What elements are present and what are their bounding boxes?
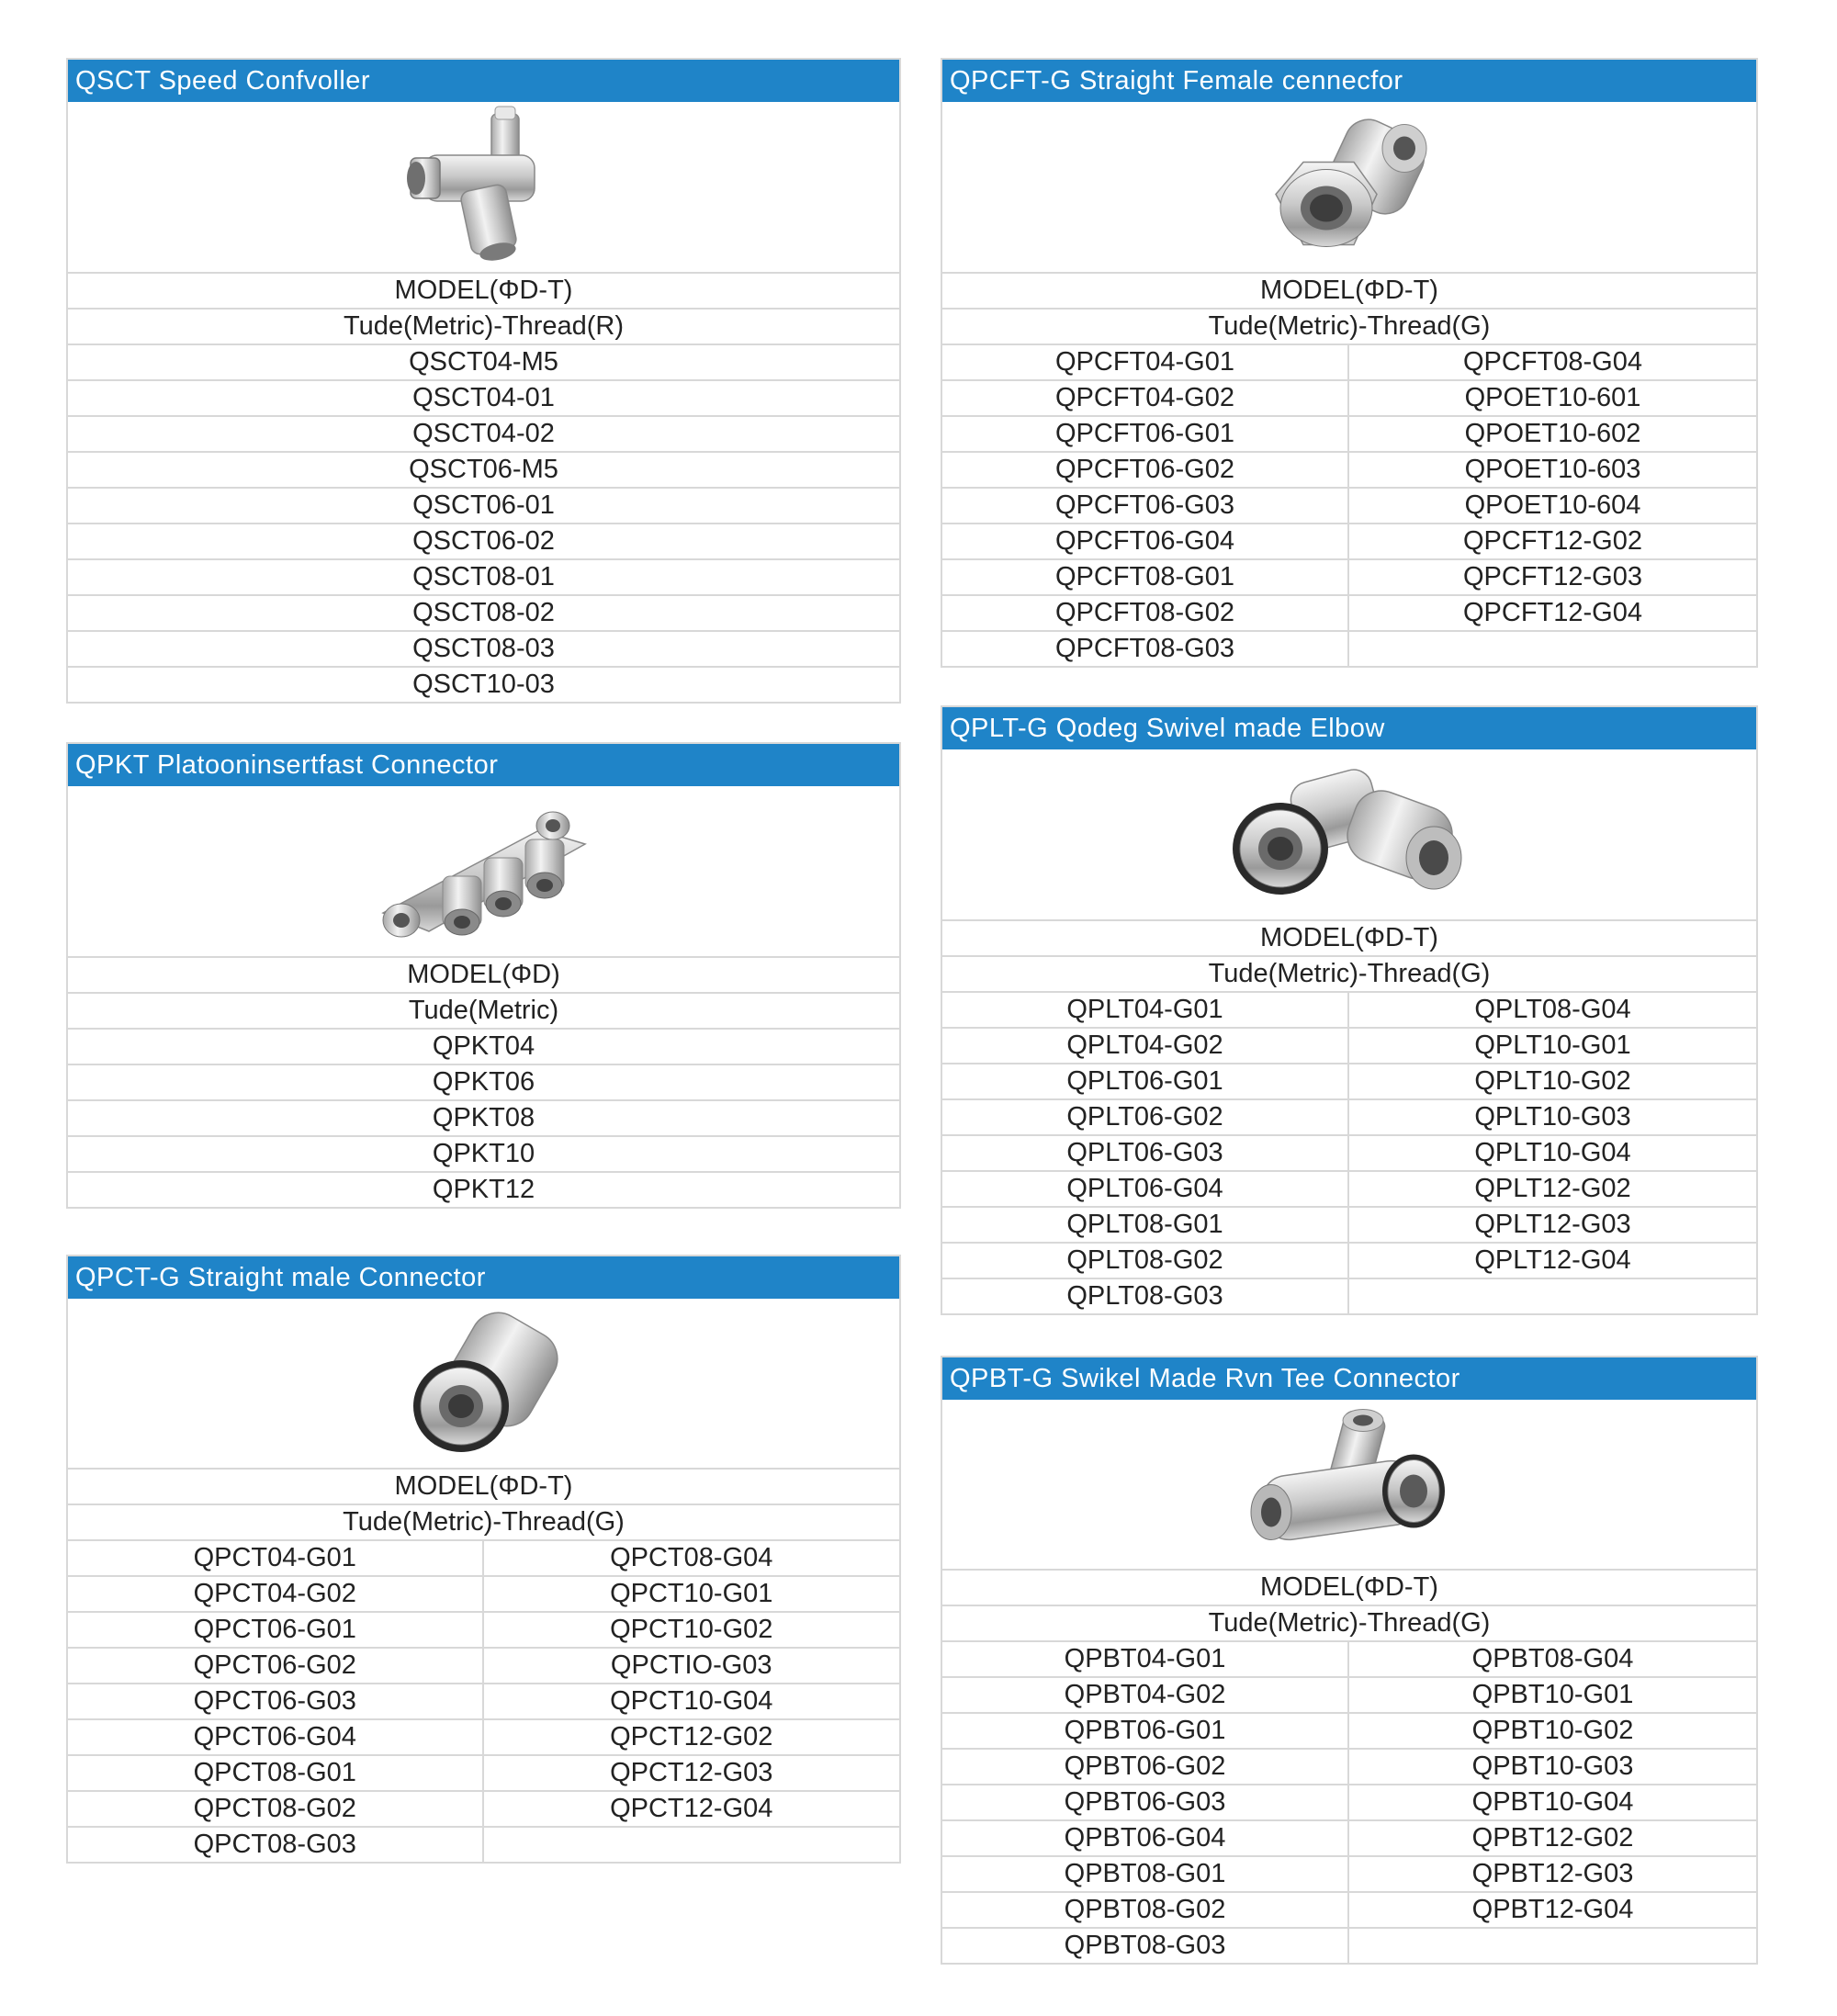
- table-cell: QPCT08-G03: [68, 1828, 484, 1862]
- table-cell: QPCT04-G02: [68, 1577, 484, 1613]
- panel-title: QPBT-G Swikel Made Rvn Tee Connector: [942, 1357, 1756, 1400]
- spec-row: Tude(Metric)-Thread(G): [68, 1505, 899, 1541]
- swivel-elbow-icon: [1221, 757, 1478, 913]
- model-row: MODEL(ΦD-T): [942, 274, 1756, 310]
- table-cell: QPCT12-G04: [484, 1792, 900, 1828]
- table-cell: QPCT10-G02: [484, 1613, 900, 1649]
- straight-male-connector-icon: [392, 1305, 576, 1461]
- product-image: [68, 102, 899, 274]
- table-row: QSCT08-01: [68, 560, 899, 596]
- table-cell: QPCTIO-G03: [484, 1649, 900, 1684]
- table-row: QPKT06: [68, 1065, 899, 1101]
- table-cell: QPLT12-G04: [1349, 1244, 1756, 1279]
- table-cell: QPCT06-G02: [68, 1649, 484, 1684]
- table-cell: QPCT12-G03: [484, 1756, 900, 1792]
- product-image: [68, 1299, 899, 1470]
- table-row: QSCT08-03: [68, 632, 899, 668]
- table-cell: QPBT08-G01: [942, 1857, 1349, 1893]
- straight-female-connector-icon: [1248, 107, 1450, 267]
- table-cell: QPCT06-G03: [68, 1684, 484, 1720]
- product-image: [942, 102, 1756, 274]
- table-cell: QPCT12-G02: [484, 1720, 900, 1756]
- model-row: MODEL(ΦD-T): [942, 921, 1756, 957]
- spec-row: Tude(Metric)-Thread(G): [942, 1606, 1756, 1642]
- spec-row: Tude(Metric): [68, 994, 899, 1030]
- product-image: [942, 1400, 1756, 1571]
- model-grid: [68, 1541, 899, 1862]
- table-cell: QPBT08-G04: [1349, 1642, 1756, 1678]
- table-cell: QPOET10-604: [1349, 489, 1756, 524]
- product-image: [942, 749, 1756, 921]
- table-cell: QPLT06-G01: [942, 1064, 1349, 1100]
- spec-row: Tude(Metric)-Thread(G): [942, 310, 1756, 345]
- table-cell: QPBT10-G04: [1349, 1785, 1756, 1821]
- table-cell: QPBT08-G03: [942, 1929, 1349, 1963]
- table-cell: QPCT06-G01: [68, 1613, 484, 1649]
- table-cell: QPCFT08-G03: [942, 632, 1349, 666]
- table-cell: QPCT08-G02: [68, 1792, 484, 1828]
- table-row: QSCT08-02: [68, 596, 899, 632]
- table-cell: QPCT10-G04: [484, 1684, 900, 1720]
- table-cell: QPCT04-G01: [68, 1541, 484, 1577]
- table-cell: QPLT10-G04: [1349, 1136, 1756, 1172]
- table-row: QSCT06-M5: [68, 453, 899, 489]
- table-cell: QPBT10-G02: [1349, 1714, 1756, 1750]
- panel-title: QPKT Platooninsertfast Connector: [68, 744, 899, 786]
- panel-title: QPLT-G Qodeg Swivel made Elbow: [942, 707, 1756, 749]
- table-cell: QPOET10-602: [1349, 417, 1756, 453]
- panel-qpct: [66, 1255, 901, 1864]
- table-cell: QPCT10-G01: [484, 1577, 900, 1613]
- table-cell: QPOET10-601: [1349, 381, 1756, 417]
- table-row: QSCT04-M5: [68, 345, 899, 381]
- table-cell: QPBT06-G03: [942, 1785, 1349, 1821]
- speed-controller-fitting-icon: [383, 105, 585, 270]
- swivel-tee-connector-icon: [1239, 1404, 1459, 1565]
- table-cell: QPBT12-G03: [1349, 1857, 1756, 1893]
- panel-qpbt: [941, 1356, 1758, 1965]
- table-cell: QPLT10-G03: [1349, 1100, 1756, 1136]
- panel-title: QPCT-G Straight male Connector: [68, 1256, 899, 1299]
- table-cell: QPLT10-G01: [1349, 1029, 1756, 1064]
- table-cell: QPCT06-G04: [68, 1720, 484, 1756]
- panel-qsct: [66, 58, 901, 704]
- model-row: MODEL(ΦD-T): [68, 274, 899, 310]
- table-cell: [1349, 1279, 1756, 1313]
- table-cell: QPCT08-G01: [68, 1756, 484, 1792]
- table-cell: QPLT04-G02: [942, 1029, 1349, 1064]
- table-cell: QPOET10-603: [1349, 453, 1756, 489]
- table-cell: QPBT04-G02: [942, 1678, 1349, 1714]
- model-grid: [942, 1642, 1756, 1963]
- table-row: QSCT06-02: [68, 524, 899, 560]
- table-cell: QPCFT08-G04: [1349, 345, 1756, 381]
- table-cell: [484, 1828, 900, 1862]
- table-cell: [1349, 1929, 1756, 1963]
- table-cell: QPBT04-G01: [942, 1642, 1349, 1678]
- table-cell: QPLT06-G03: [942, 1136, 1349, 1172]
- table-cell: QPLT12-G03: [1349, 1208, 1756, 1244]
- table-row: QSCT04-02: [68, 417, 899, 453]
- table-cell: QPCFT06-G03: [942, 489, 1349, 524]
- table-cell: QPCFT06-G01: [942, 417, 1349, 453]
- table-cell: QPBT06-G01: [942, 1714, 1349, 1750]
- model-row: MODEL(ΦD-T): [68, 1470, 899, 1505]
- table-cell: QPBT06-G02: [942, 1750, 1349, 1785]
- product-image: [68, 786, 899, 958]
- panel-qplt: [941, 705, 1758, 1315]
- table-row: QSCT06-01: [68, 489, 899, 524]
- table-row: QPKT08: [68, 1101, 899, 1137]
- table-cell: QPBT12-G04: [1349, 1893, 1756, 1929]
- table-cell: QPLT06-G04: [942, 1172, 1349, 1208]
- table-row: QPKT10: [68, 1137, 899, 1173]
- table-cell: QPLT10-G02: [1349, 1064, 1756, 1100]
- table-row: QPKT04: [68, 1030, 899, 1065]
- table-cell: QPCFT08-G01: [942, 560, 1349, 596]
- manifold-connector-icon: [365, 794, 603, 950]
- table-row: QPKT12: [432, 1175, 535, 1204]
- table-cell: QPBT06-G04: [942, 1821, 1349, 1857]
- table-cell: QPCFT12-G02: [1349, 524, 1756, 560]
- table-cell: QPBT12-G02: [1349, 1821, 1756, 1857]
- spec-row: Tude(Metric)-Thread(G): [942, 957, 1756, 993]
- table-cell: QPLT08-G01: [942, 1208, 1349, 1244]
- table-cell: [1349, 632, 1756, 666]
- model-row: MODEL(ΦD-T): [942, 1571, 1756, 1606]
- panel-qpkt: [66, 742, 901, 1209]
- table-cell: QPLT04-G01: [942, 993, 1349, 1029]
- model-row: MODEL(ΦD): [68, 958, 899, 994]
- table-cell: QPCFT04-G02: [942, 381, 1349, 417]
- table-cell: QPBT10-G03: [1349, 1750, 1756, 1785]
- table-row: QSCT04-01: [68, 381, 899, 417]
- table-cell: QPLT06-G02: [942, 1100, 1349, 1136]
- model-grid: [942, 993, 1756, 1313]
- table-cell: QPCT08-G04: [484, 1541, 900, 1577]
- table-cell: QPBT08-G02: [942, 1893, 1349, 1929]
- table-cell: QPCFT06-G02: [942, 453, 1349, 489]
- table-cell: QPCFT04-G01: [942, 345, 1349, 381]
- table-cell: QPLT08-G04: [1349, 993, 1756, 1029]
- table-cell: QPLT08-G03: [942, 1279, 1349, 1313]
- panel-title: QSCT Speed Confvoller: [68, 60, 899, 102]
- table-cell: QPLT12-G02: [1349, 1172, 1756, 1208]
- model-grid: [942, 345, 1756, 666]
- table-cell: QPCFT12-G04: [1349, 596, 1756, 632]
- table-row: QSCT10-03: [412, 670, 555, 699]
- table-cell: QPCFT06-G04: [942, 524, 1349, 560]
- table-cell: QPCFT12-G03: [1349, 560, 1756, 596]
- panel-qpcft: [941, 58, 1758, 668]
- table-cell: QPBT10-G01: [1349, 1678, 1756, 1714]
- table-cell: QPCFT08-G02: [942, 596, 1349, 632]
- panel-title: QPCFT-G Straight Female cennecfor: [942, 60, 1756, 102]
- spec-row: Tude(Metric)-Thread(R): [68, 310, 899, 345]
- table-cell: QPLT08-G02: [942, 1244, 1349, 1279]
